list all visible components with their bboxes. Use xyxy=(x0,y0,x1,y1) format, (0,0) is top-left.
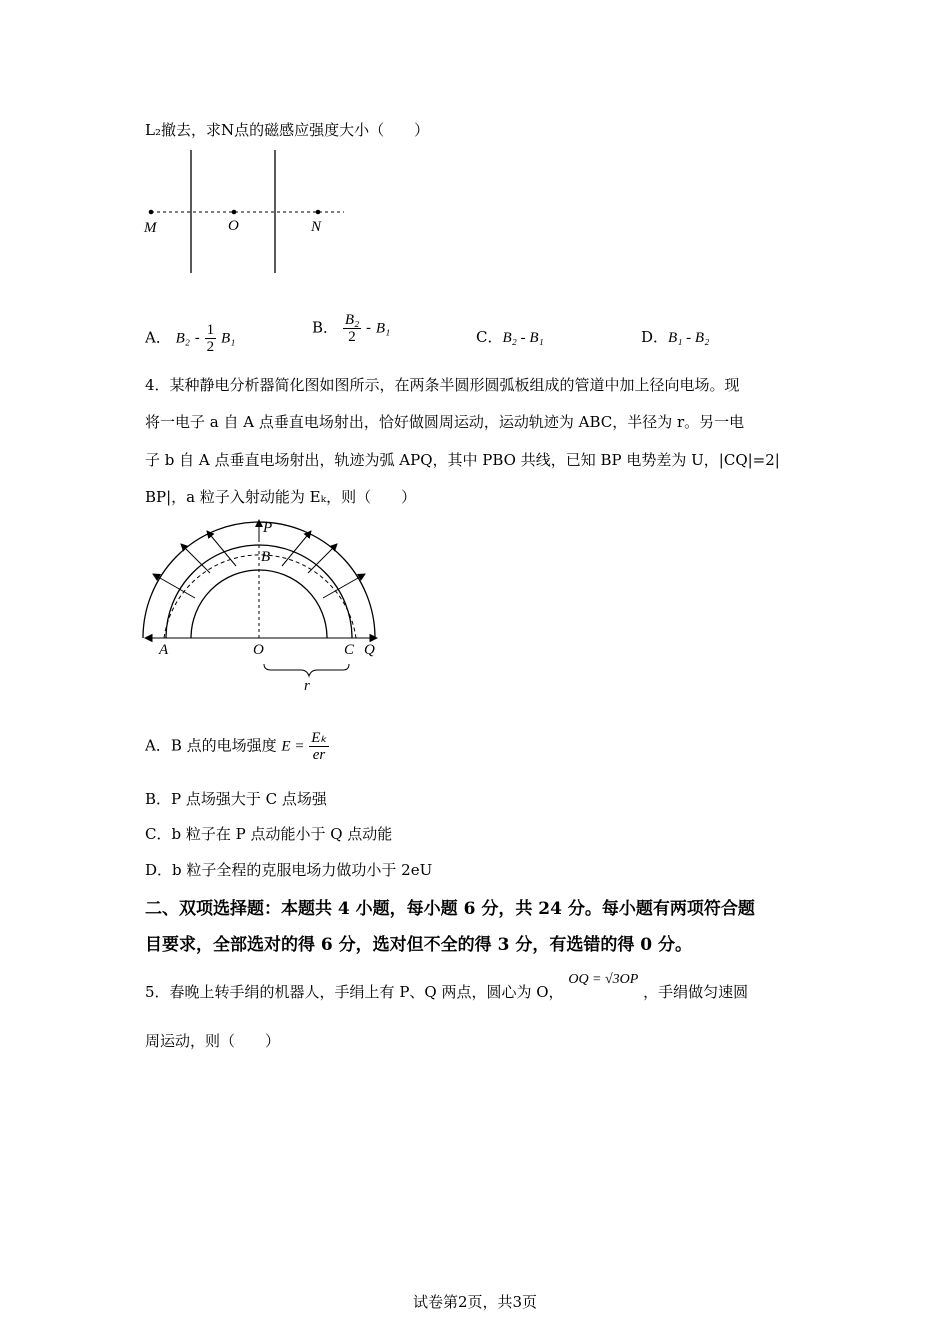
q4-line-4: BP|，a 粒子入射动能为 Eₖ，则（ ） xyxy=(145,488,417,506)
label-o: O xyxy=(228,218,239,234)
label-b: B xyxy=(261,549,271,565)
q4-option-b: B．P 点场强大于 C 点场强 xyxy=(145,790,327,808)
q4-line-1: 4．某种静电分析器简化图如图所示，在两条半圆形圆弧板组成的管道中加上径向电场。现 xyxy=(145,376,740,394)
label-c: C xyxy=(344,642,355,658)
q3-option-b: B． $\frac{\text{B₂}}{2}$ - B₁ xyxy=(312,312,391,345)
q4-option-a: A．B 点的电场强度 E = $\frac{\text{Eₖ}}{er}$ xyxy=(145,730,327,763)
q5-line-1: 5．春晚上转手绢的机器人，手绢上有 P、Q 两点，圆心为 O， OQ = √3OP ，手绢做匀速圆 xyxy=(145,972,749,1001)
field-arrow-4 xyxy=(308,544,337,573)
label-a: A xyxy=(159,642,169,658)
label-q: Q xyxy=(364,642,375,658)
label-o2: O xyxy=(253,642,264,658)
q4-option-c: C．b 粒子在 P 点动能小于 Q 点动能 xyxy=(145,825,393,843)
page-footer: 试卷第2页，共3页 xyxy=(412,1293,538,1311)
q4-line-2: 将一电子 a 自 A 点垂直电场射出，恰好做圆周运动，运动轨迹为 ABC，半径为 r。另一电 xyxy=(145,413,745,431)
point-m xyxy=(149,210,154,215)
field-arrow-2 xyxy=(181,544,210,573)
q3-option-d: D．B₁ - B₂ xyxy=(641,328,710,346)
label-r: r xyxy=(304,678,310,694)
label-n: N xyxy=(311,219,322,235)
radius-brace xyxy=(264,664,349,676)
section2-heading-1: 二、双项选择题：本题共 4 小题，每小题 6 分，共 24 分。每小题有两项符合题 xyxy=(145,899,755,919)
q5-line-2: 周运动，则（ ） xyxy=(145,1032,281,1050)
q3-option-c: C．B₂ - B₁ xyxy=(476,328,544,346)
q4-option-d: D．b 粒子全程的克服电场力做功小于 2eU xyxy=(145,861,433,879)
label-m: M xyxy=(144,220,157,236)
q3-question-tail: L₂撤去，求N点的磁感应强度大小（ ） xyxy=(145,121,430,139)
q3-option-a: A． B₂ - $\frac{1}{2}$ B₁ xyxy=(145,322,236,355)
point-o xyxy=(232,210,237,215)
wire-figure xyxy=(130,145,360,280)
section2-heading-2: 目要求，全部选对的得 6 分，选对但不全的得 3 分，有选错的得 0 分。 xyxy=(145,935,692,955)
q4-line-3: 子 b 自 A 点垂直电场射出，轨迹为弧 APQ，其中 PBO 共线，已知 BP 电势差为 U，|CQ|=2| xyxy=(145,451,780,469)
analyzer-figure xyxy=(135,510,395,695)
q5-formula: OQ = √3OP xyxy=(568,972,639,987)
label-p: P xyxy=(263,520,273,536)
point-n xyxy=(316,210,321,215)
inner-arc-plate xyxy=(191,570,327,638)
